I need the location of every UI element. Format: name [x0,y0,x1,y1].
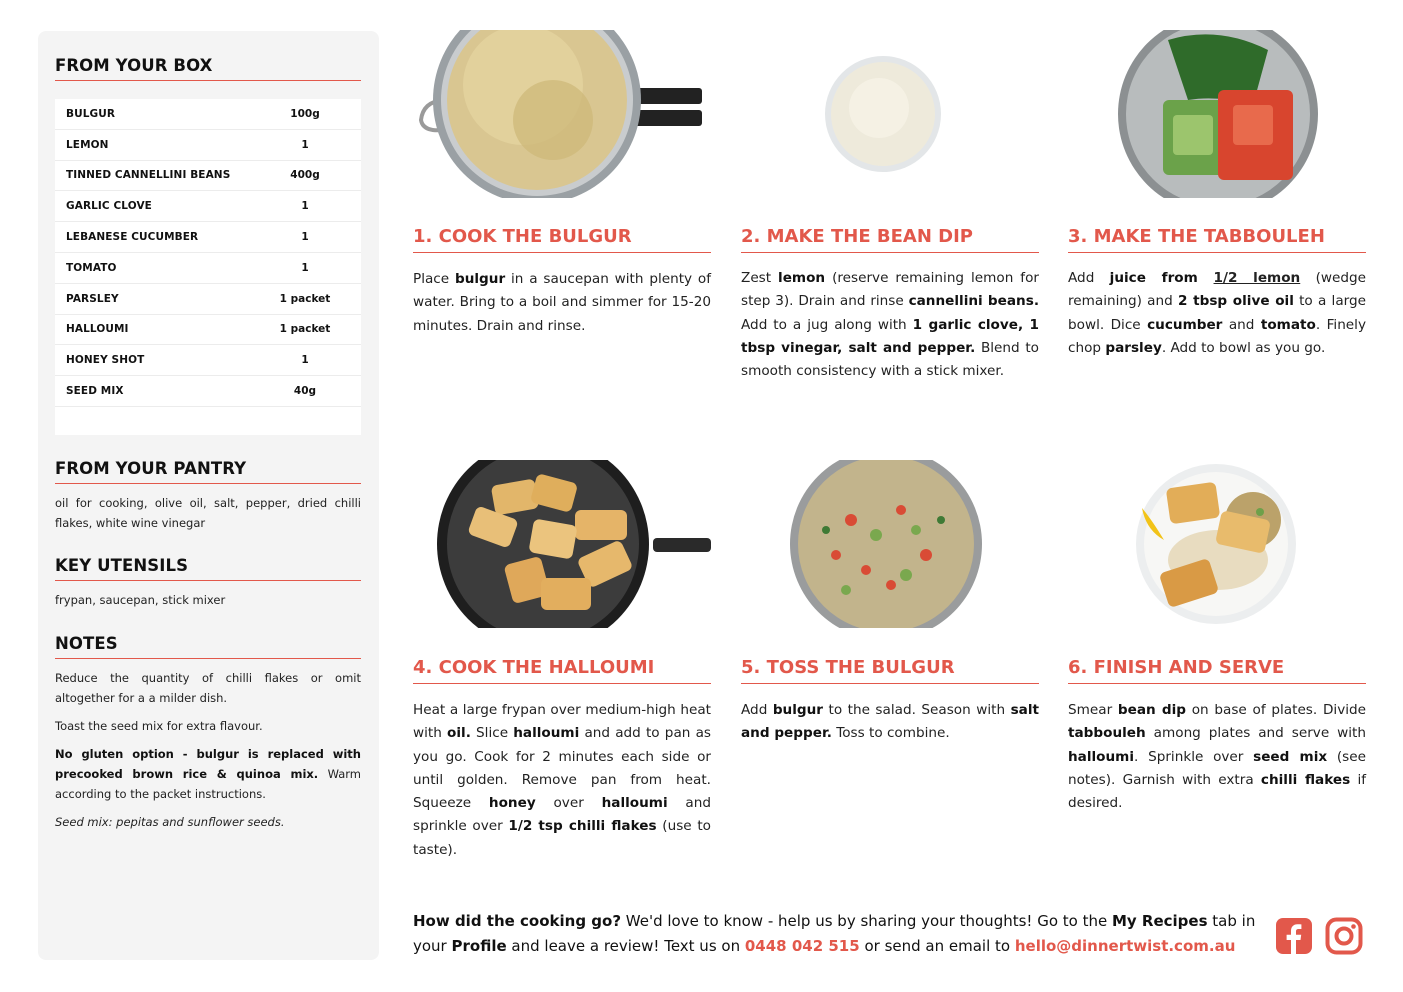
step-text-run: Add [741,702,773,718]
step-text-run: . Add to bowl as you go. [1161,339,1326,356]
ingredient-qty: 1 [301,138,309,151]
pantry-list: oil for cooking, olive oil, salt, pepper, dried chilli flakes, white wine vinegar [55,496,361,530]
instagram-icon[interactable] [1325,917,1363,955]
step-text-run: Blend to smooth consistency with a stick mixer. [741,339,1039,380]
note [55,744,361,804]
footer-text: We'd love to know - help us by sharing your thoughts! Go to the [621,912,1112,930]
step-text-run: Zest [741,270,779,286]
step-2-text [741,267,1039,383]
step-text-run: if desired. [1068,771,1367,812]
step-3-title: 3. MAKE THE TABBOULEH [1068,226,1366,253]
step-emphasis: 2 tbsp olive oil [1178,293,1294,310]
ingredient-qty: 1 [301,354,309,367]
ingredient-row [55,315,361,346]
step-emphasis: parsley [1105,339,1162,356]
from-your-box-title: FROM YOUR BOX [55,56,361,81]
ingredient-qty: 40g [293,385,317,398]
step-text-run: over [535,795,602,812]
step-text-run: . Sprinkle over [1134,748,1254,765]
step-text-run: (see notes). Garnish with extra [1068,748,1366,788]
step-emphasis: bean dip [1117,702,1186,718]
step-text-run: (wedge remaining) and [1068,270,1366,310]
ingredient-row [55,222,361,253]
step-text-run: on base of plates. Divide [1185,702,1367,718]
ingredient-qty: 1 [301,261,309,274]
ingredient-row [55,191,361,222]
halloumi-frypan-image [413,460,711,628]
ingredient-name: SEED MIX [66,385,124,398]
from-your-pantry-title: FROM YOUR PANTRY [55,459,361,484]
plated-dish-image [1068,460,1366,628]
step-4-title: 4. COOK THE HALLOUMI [413,657,711,684]
step-text-run: Add to a jug along with [741,316,913,333]
step-5-title: 5. TOSS THE BULGUR [741,657,1039,684]
step-emphasis: tomato [1260,316,1316,333]
step-text-run: and add to pan as you go. Cook for 2 minutes each side or until golden. Remove pan from heat. Squeeze [413,725,711,812]
ingredient-name: HALLOUMI [66,323,129,336]
step-text-run: and [1222,316,1261,333]
step-emphasis: tabbouleh [1068,725,1146,742]
note-bold: No gluten option - bulgur is replaced with precooked brown rice & quinoa mix. [55,747,361,781]
step-emphasis: bulgur [454,271,506,287]
step-emphasis: lemon [778,270,826,286]
ingredient-row [55,161,361,192]
step-text-run: Toss to combine. [831,725,950,742]
bulgur-salad-image [741,460,1039,628]
key-utensils-title: KEY UTENSILS [55,556,361,581]
step-text-run: Place [413,271,455,287]
note: Reduce the quantity of chilli flakes or omit altogether for a a milder dish. [55,671,361,705]
ingredient-name: HONEY SHOT [66,354,145,367]
step-text-run: (use to taste). [413,818,711,858]
ingredient-qty: 1 packet [279,323,331,336]
ingredient-name: TOMATO [66,261,117,274]
ingredient-name: GARLIC CLOVE [66,200,152,213]
step-2-title: 2. MAKE THE BEAN DIP [741,226,1039,253]
profile-label: Profile [451,937,507,955]
email-link[interactable]: hello@dinnertwist.com.au [1014,937,1236,955]
note-text: Warm according to the packet instructions. [55,767,361,801]
step-emphasis: 1/2 tsp chilli flakes [508,818,657,835]
step-text-run: Slice [470,725,514,742]
step-text-run: in a saucepan with plenty of water. Bring to a boil and simmer for 15-20 minutes. Drain and rinse. [413,271,712,334]
step-emphasis: 1/2 lemon [1213,270,1301,286]
facebook-icon[interactable] [1275,917,1313,955]
ingredient-name: LEMON [66,138,109,151]
ingredient-row [55,99,361,130]
note-italic: Seed mix: pepitas and sunflower seeds. [55,815,285,829]
ingredient-row [55,130,361,161]
step-emphasis: salt and pepper. [741,702,1039,742]
step-emphasis: cucumber [1147,316,1223,333]
step-emphasis: chilli flakes [1260,771,1351,788]
sidebar [38,31,379,960]
ingredient-qty: 1 [301,200,309,213]
ingredient-name: PARSLEY [66,292,119,305]
ingredient-qty: 100g [290,107,320,120]
ingredient-row [55,284,361,315]
footer-text: or send an email to [859,937,1015,955]
ingredient-row [55,345,361,376]
ingredient-row [55,253,361,284]
note [55,812,361,832]
step-emphasis: cannellini beans. [908,293,1039,310]
step-emphasis: halloumi [1068,748,1135,765]
step-text-run: to a large bowl. Dice [1068,293,1366,333]
step-1-title: 1. COOK THE BULGUR [413,226,711,253]
note: Toast the seed mix for extra flavour. [55,719,263,733]
notes [55,668,361,840]
tabbouleh-bowl-image [1068,30,1366,198]
step-text-run: among plates and serve with [1145,725,1366,742]
ingredients-table [55,99,361,435]
step-4-text [413,699,711,862]
step-text-run: to the salad. Season with [823,702,1011,718]
ingredient-qty: 400g [290,169,320,182]
bulgur-saucepan-image [413,30,711,198]
footer-text: and leave a review! Text us on [506,937,745,955]
notes-title: NOTES [55,634,361,659]
step-text-run: (reserve remaining lemon for step 3). Drain and rinse [741,270,1039,310]
step-6-title: 6. FINISH AND SERVE [1068,657,1366,684]
step-emphasis: oil. [447,725,471,742]
footer-text: tab in your [413,912,1256,955]
ingredient-name: BULGUR [66,107,116,120]
step-1-text [413,268,711,338]
step-emphasis: seed mix [1253,748,1328,765]
feedback-footer [413,909,1263,959]
step-text-run: and sprinkle over [413,795,711,835]
ingredient-qty: 1 [301,231,309,244]
step-emphasis: halloumi [601,795,668,812]
step-text-run: Heat a large frypan over medium-high heat with [413,702,711,742]
utensils-list: frypan, saucepan, stick mixer [55,593,226,607]
ingredient-name: TINNED CANNELLINI BEANS [66,169,231,182]
phone-link[interactable]: 0448 042 515 [744,937,860,955]
ingredient-name: LEBANESE CUCUMBER [66,231,199,244]
step-text-run: . Finely chop [1068,316,1366,356]
ingredient-row [55,376,361,407]
step-5-text [741,699,1039,746]
step-emphasis: halloumi [513,725,580,742]
step-3-text [1068,267,1366,360]
step-6-text [1068,699,1366,815]
ingredient-qty: 1 packet [279,292,331,305]
bean-dip-image [741,30,1039,198]
footer-question: How did the cooking go? [413,912,622,930]
step-emphasis: bulgur [772,702,823,718]
step-text-run: Add [1068,270,1110,286]
step-text-run: Smear [1068,702,1118,718]
step-emphasis: 1 garlic clove, 1 tbsp vinegar, salt and pepper. [741,316,1039,356]
step-emphasis: juice from [1109,270,1214,286]
my-recipes-label: My Recipes [1111,912,1208,930]
step-emphasis: honey [488,795,536,812]
